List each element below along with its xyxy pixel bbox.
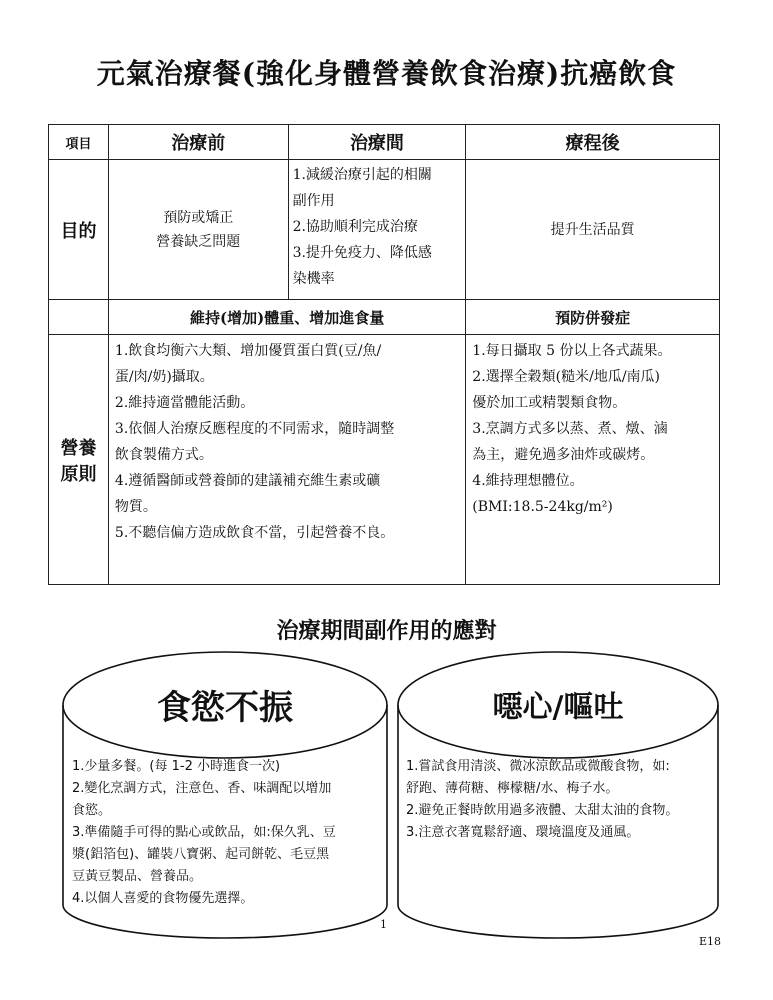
principle-line: 4.遵循醫師或營養師的建議補充維生素或礦 [114, 473, 381, 489]
principle-line: (BMI:18.5-24kg/m²) [472, 499, 613, 515]
principle-line: 優於加工或精製類食物。 [472, 395, 627, 411]
principle-line: 2.維持適當體能活動。 [114, 395, 255, 411]
principle-line: 1.飲食均衡六大類、增加優質蛋白質(豆/魚/ [114, 343, 382, 359]
list-item: 2.變化烹調方式，注意色、香、味調配以增加 [72, 781, 332, 796]
purpose-label: 目的 [49, 160, 109, 300]
list-item: 1.少量多餐。(每 1-2 小時進食一次) [72, 759, 281, 774]
list-item: 2.避免正餐時飲用過多液體、太甜太油的食物。 [406, 803, 679, 818]
principle-line: 蛋/肉/奶)攝取。 [114, 369, 214, 385]
principle-line: 4.維持理想體位。 [472, 473, 584, 489]
principle-line: 飲食製備方式。 [114, 447, 213, 463]
purpose-during-line: 1.減緩治療引起的相關 [292, 167, 432, 183]
purpose-before-line: 營養缺乏問題 [156, 233, 241, 250]
list-item: 豆黃豆製品、營養品。 [72, 869, 203, 884]
page-number: 1 [380, 918, 387, 931]
principle-line: 5.不聽信偏方造成飲食不當，引起營養不良。 [114, 525, 395, 541]
list-item: 3.準備隨手可得的點心或飲品，如:保久乳、豆 [72, 825, 336, 840]
subheader-right: 預防併發症 [466, 300, 720, 335]
cylinder-left-list [72, 756, 382, 910]
principle-line: 物質。 [114, 499, 157, 515]
cylinder-left-title: 食慾不振 [157, 688, 293, 728]
list-item: 1.嘗試食用清淡、微冰涼飲品或微酸食物，如: [406, 759, 670, 774]
list-item: 3.注意衣著寬鬆舒適、環境溫度及通風。 [406, 825, 640, 840]
header-item: 項目 [49, 125, 109, 160]
section-title: 治療期間副作用的應對 [276, 618, 497, 644]
principles-label-line1: 營養 [60, 437, 97, 459]
principle-line: 3.烹調方式多以蒸、煮、燉、滷 [472, 421, 668, 437]
list-item: 舒跑、薄荷糖、檸檬糖/水、梅子水。 [406, 781, 619, 796]
header-after: 療程後 [466, 125, 720, 160]
subheader-left: 維持(增加)體重、增加進食量 [108, 300, 465, 335]
purpose-during-line: 2.協助順利完成治療 [292, 219, 418, 235]
purpose-after: 提升生活品質 [466, 160, 720, 300]
principles-label-line2: 原則 [60, 463, 97, 485]
header-during: 治療間 [288, 125, 466, 160]
list-item: 食慾。 [72, 803, 112, 818]
principle-line: 為主，避免過多油炸或碳烤。 [472, 447, 655, 463]
principle-line: 1.每日攝取 5 份以上各式蔬果。 [472, 343, 672, 359]
purpose-during-line: 3.提升免疫力、降低感 [292, 245, 432, 261]
page-title: 元氣治療餐(強化身體營養飲食治療)抗癌飲食 [96, 57, 677, 90]
cylinder-right-list [406, 756, 714, 844]
list-item: 4.以個人喜愛的食物優先選擇。 [72, 891, 254, 906]
document-code: E18 [699, 935, 722, 948]
principle-line: 3.依個人治療反應程度的不同需求，隨時調整 [114, 421, 395, 437]
cylinder-right-title: 噁心/嘔吐 [492, 690, 624, 725]
purpose-before-line: 預防或矯正 [163, 209, 234, 226]
list-item: 漿(鋁箔包)、罐裝八寶粥、起司餅乾、毛豆黑 [72, 847, 330, 862]
header-before: 治療前 [108, 125, 288, 160]
purpose-during-line: 副作用 [292, 193, 335, 209]
principle-line: 2.選擇全穀類(糙米/地瓜/南瓜) [472, 369, 661, 385]
purpose-during-line: 染機率 [292, 271, 335, 287]
